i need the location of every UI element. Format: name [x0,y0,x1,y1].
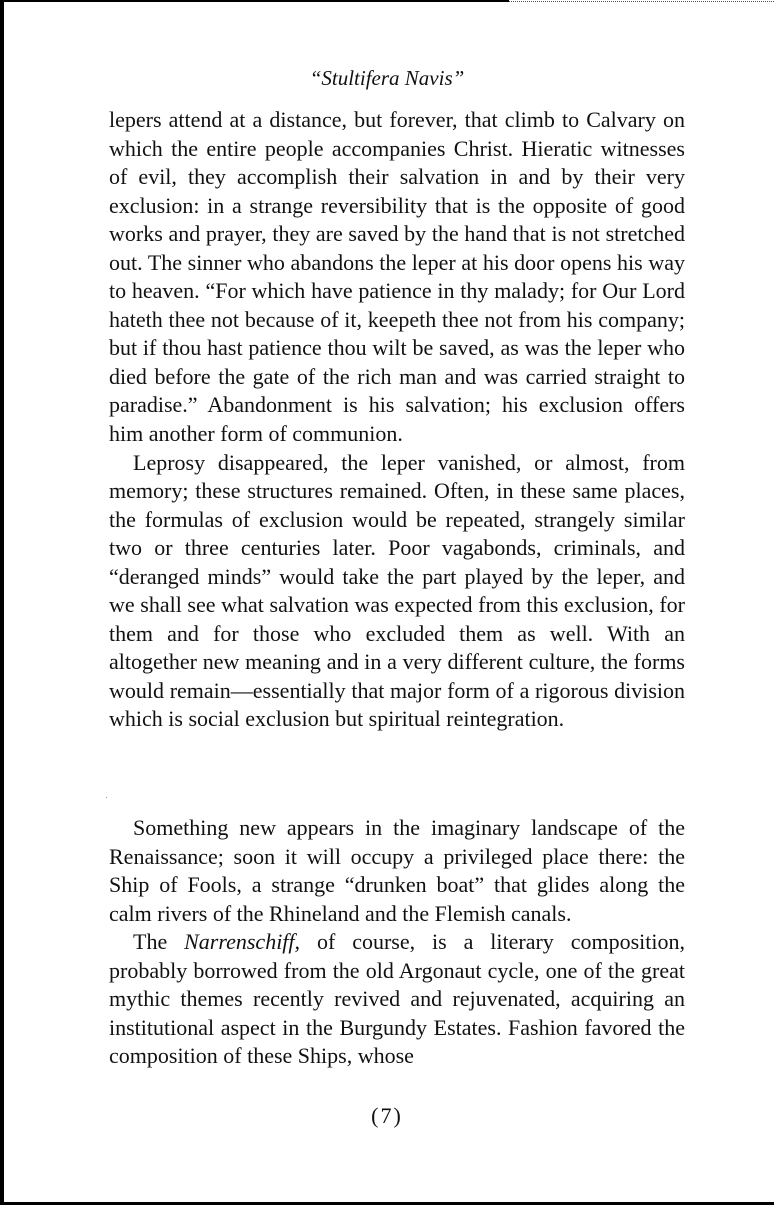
scan-edge-left [0,0,4,1205]
paragraph-lepers-salvation [109,106,685,449]
paragraph-text: lepers attend at a distance, but forever, that climb to Calvary on which the entire people accompanies Christ. Hieratic witnesses of evil, they accomplish their salvation in and by their very exclusion: in a strange reversibility that is the opposite of good works and prayer, they are saved by the hand that is not stretched out. The sinner who abandons the leper at his door opens his way to heaven. “For which have patience in thy malady; for Our Lord hateth thee not because of it, keepeth thee not from his company; but if thou hast patience thou wilt be saved, as was the leper who died before the gate of the rich man and was carried straight to paradise.” Abandonment is his salvation; his exclusion offers him another form of communion. [109,107,685,447]
scan-edge-top [4,0,509,2]
paragraph-text: Leprosy disappeared, the leper vanished, or almost, from memory; these structures remained. Often, in these same places, the formulas of exclusion would be repeated, strangely similar two or three centuries later. Poor vagabonds, criminals, and “deranged minds” would take the part played by the leper, and we shall see what salvation was expected from this exclusion, for them and for those who excluded them as well. With an altogether new meaning and in a very different culture, the forms would remain—essentially that major form of a rigorous division which is social exclusion but spiritual reintegration. [109,449,685,732]
scan-edge-top-dotted [509,1,774,2]
paragraph-narrenschiff [109,928,685,1071]
section-break-mark [106,797,107,798]
paragraph-leprosy-disappeared [109,449,685,734]
paragraph-text: Something new appears in the imaginary landscape of the Renaissance; soon it will occupy a privileged place there: the Ship of Fools, a strange “drunken boat” that glides along the calm rivers of the Rhineland and the Flemish canals. [109,815,685,926]
italic-title: Narrenschiff, [184,929,301,955]
page-number: (7) [371,1103,403,1128]
paragraph-text: The [133,929,185,955]
paragraph-ship-of-fools [109,814,685,928]
body-text-lower [109,814,685,1071]
running-head: “Stultifera Navis” [309,66,465,90]
body-text-upper [109,106,685,734]
paragraph-text: of course, is a literary composition, probably borrowed from the old Argonaut cycle, one of the great mythic themes recently revived and rejuvenated, acquiring an institutional aspect in the Burgundy Estates. Fashion favored the composition of these Ships, whose [109,929,686,1069]
